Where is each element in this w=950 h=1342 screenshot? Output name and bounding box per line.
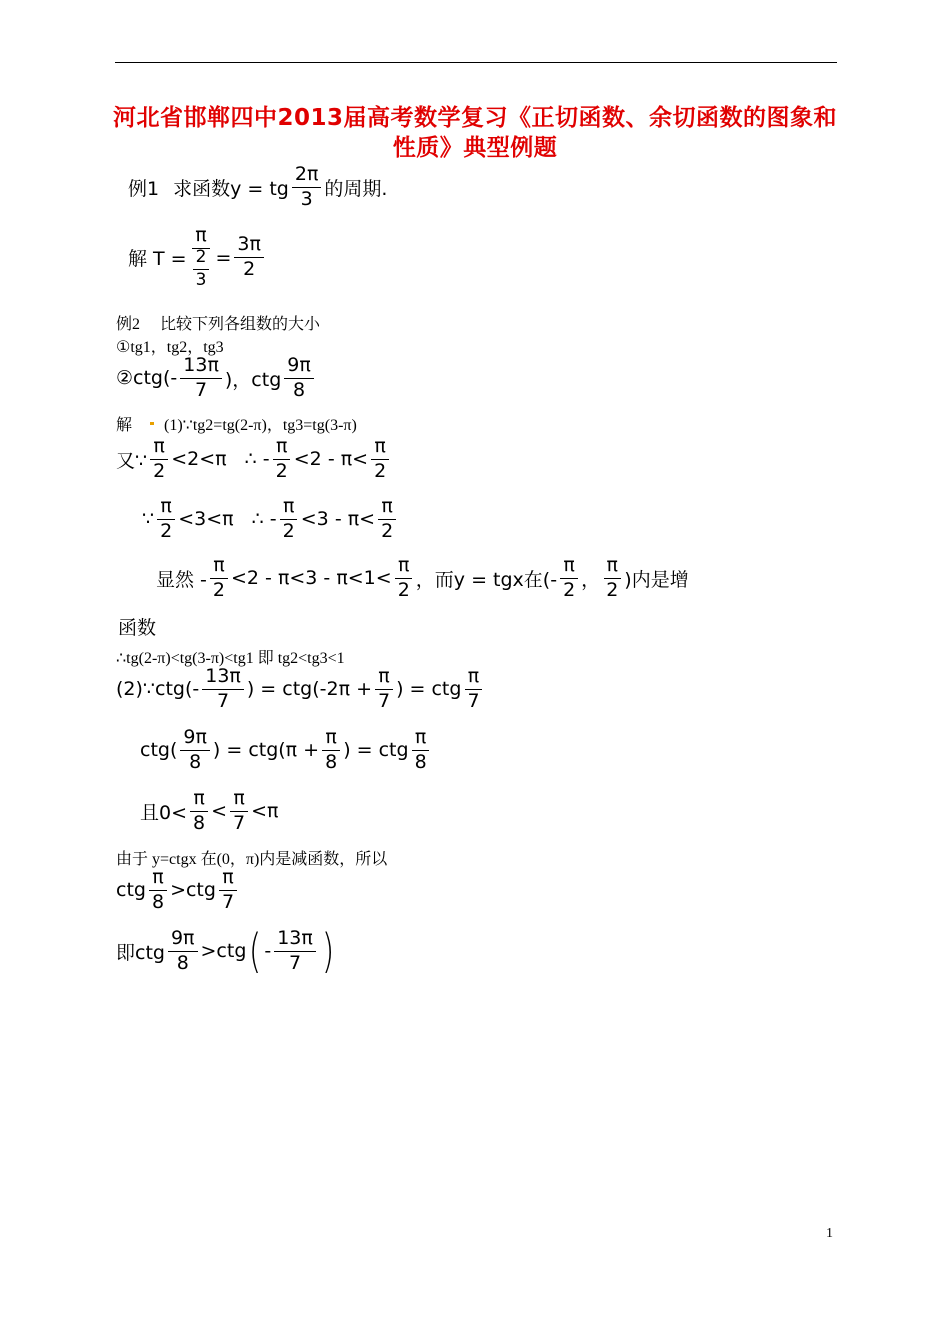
text-segment: < [211, 800, 228, 823]
text-segment: ，而y = tgx在(- [415, 568, 558, 591]
fraction-numerator: π [371, 437, 388, 460]
text-segment: ) = ctg [343, 739, 409, 762]
fraction-numerator: π [604, 556, 621, 579]
fraction [150, 437, 168, 482]
fraction-denominator: 7 [288, 951, 302, 974]
fraction-denominator: 8 [414, 750, 427, 773]
solution-2-label: 解 [116, 417, 133, 434]
text-segment: <2<π ∴ - [171, 448, 270, 471]
example-1-fraction [292, 165, 322, 210]
fraction-numerator: π [280, 497, 297, 520]
fraction-numerator: π [192, 226, 209, 249]
solution-2-line-1 [116, 412, 357, 435]
solution-2-line-11 [116, 868, 240, 913]
example-2-item-2 [116, 356, 317, 401]
solution-2-line-12 [116, 924, 337, 978]
fraction-denominator: 2 [160, 519, 173, 542]
text-segment: ) = ctg [396, 678, 462, 701]
fraction-numerator: π [230, 789, 247, 812]
fraction-numerator: π [322, 728, 339, 751]
example-2-heading [116, 311, 320, 334]
fraction [190, 789, 208, 834]
fraction [202, 667, 244, 712]
left-paren: ( [249, 924, 262, 978]
fraction [395, 556, 413, 601]
fraction-numerator: 13π [180, 356, 222, 379]
fraction-denominator: 2 [275, 459, 288, 482]
fraction-denominator: 7 [233, 811, 246, 834]
fraction-numerator: 9π [168, 929, 198, 952]
item-2-text-a: ②ctg(- [116, 367, 178, 390]
fraction-numerator: 2π [292, 165, 322, 188]
fraction-denominator: 2 [212, 578, 225, 601]
text-segment: (2)∵ctg(- [116, 678, 200, 701]
fraction-numerator: π [560, 556, 577, 579]
text-segment: 且0< [140, 801, 188, 824]
fraction-numerator: π [210, 556, 227, 579]
fraction-numerator: π [150, 437, 167, 460]
fraction-numerator: 9π [180, 728, 210, 751]
text-segment: 又∵ [116, 449, 148, 472]
header-rule [115, 62, 837, 63]
solution-1-text: 解 T = [128, 248, 187, 271]
fraction-denominator: 8 [176, 951, 189, 974]
page-number: 1 [826, 1226, 833, 1241]
item-2-fraction-1 [180, 356, 222, 401]
fraction [149, 868, 167, 913]
solution-2-line-8 [140, 728, 433, 773]
fraction-numerator: π [190, 789, 207, 812]
fraction-numerator: π [375, 667, 392, 690]
item-2-text-b: )，ctg [224, 368, 282, 391]
annotation-mark [150, 422, 154, 425]
fraction-numerator: π [378, 497, 395, 520]
solution-1 [128, 226, 267, 290]
text-segment: ctg [116, 879, 146, 902]
fraction-numerator: π [412, 728, 429, 751]
fraction [230, 789, 248, 834]
fraction-denominator: 8 [325, 750, 338, 773]
example-1-label: 例1 [128, 177, 160, 200]
fraction-denominator: 2 [153, 459, 166, 482]
inner-denominator: 3 [195, 269, 207, 290]
fraction-numerator: 9π [284, 356, 314, 379]
text-segment: <2 - π< [293, 448, 369, 471]
fraction-denominator: 2 [397, 578, 410, 601]
fraction-denominator: 2 [374, 459, 387, 482]
solution-2-line-4 [156, 556, 689, 601]
fraction-denominator: 8 [189, 750, 202, 773]
text-segment: 显然 - [156, 568, 207, 591]
fraction-denominator [190, 246, 213, 290]
fraction-numerator: π [395, 556, 412, 579]
text-segment: ∴tg(2-π)<tg(3-π)<tg1 即 tg2<tg3<1 [116, 650, 345, 667]
fraction-denominator: 2 [243, 258, 256, 281]
solution-2-line-3 [142, 497, 399, 542]
example-1 [128, 165, 387, 210]
example-2-text: 比较下列各组数的大小 [160, 316, 321, 333]
text-segment: ， [581, 568, 601, 591]
item-1-text: ①tg1，tg2，tg3 [116, 339, 224, 356]
fraction-numerator: π [465, 667, 482, 690]
fraction [322, 728, 340, 773]
fraction-numerator: 13π [202, 667, 244, 690]
text-segment: 即ctg [116, 941, 165, 964]
equals-sign: = [215, 246, 232, 269]
fraction-denominator: 7 [221, 890, 235, 913]
solution-1-complex-fraction [190, 226, 213, 290]
fraction-denominator: 3 [300, 187, 313, 210]
solution-2-line-2 [116, 437, 392, 482]
fraction-denominator: 8 [292, 378, 306, 401]
fraction-denominator: 7 [467, 689, 480, 712]
fraction-denominator: 8 [151, 890, 165, 913]
fraction-denominator: 2 [282, 519, 295, 542]
fraction [157, 497, 175, 542]
fraction [274, 926, 316, 974]
fraction [464, 667, 482, 712]
fraction [603, 556, 621, 601]
text-segment: <π [251, 800, 279, 823]
fraction-denominator: 8 [193, 811, 206, 834]
fraction-numerator: π [273, 437, 290, 460]
text-segment: <2 - π<3 - π<1< [231, 567, 392, 590]
fraction [371, 437, 389, 482]
solution-2-line-1-text: (1)∵tg2=tg(2-π)，tg3=tg(3-π) [164, 417, 357, 434]
text-segment: )内是增 [624, 568, 689, 591]
fraction-denominator: 7 [195, 378, 208, 401]
inner-numerator: 2 [193, 249, 210, 270]
item-2-fraction-2 [284, 356, 314, 401]
fraction-denominator: 7 [377, 689, 391, 712]
solution-2-line-7 [116, 667, 486, 712]
document-title: 河北省邯郸四中2013届高考数学复习《正切函数、余切函数的图象和性质》典型例题 [112, 105, 837, 161]
inner-fraction [193, 246, 210, 290]
text-segment: >ctg [200, 940, 247, 962]
text-segment: ctg( [140, 739, 178, 762]
example-2-label: 例2 [116, 316, 141, 333]
fraction-denominator: 2 [381, 519, 394, 542]
text-segment: - [264, 940, 272, 962]
solution-2-line-9 [140, 789, 278, 834]
fraction-numerator: π [157, 497, 174, 520]
text-segment: ) = ctg(π + [212, 739, 320, 762]
fraction [180, 728, 210, 773]
fraction [273, 437, 291, 482]
fraction-numerator: π [219, 868, 236, 891]
solution-1-result [234, 235, 264, 280]
text-segment: ∵ [142, 508, 155, 531]
fraction [375, 667, 393, 712]
text-segment: ) = ctg(-2π + [246, 678, 372, 701]
fraction-denominator: 7 [217, 689, 230, 712]
fraction [280, 497, 298, 542]
fraction [560, 556, 578, 601]
fraction-denominator: 2 [563, 578, 576, 601]
fraction [378, 497, 396, 542]
example-1-text-a: 求函数y = tg [173, 177, 289, 200]
fraction-numerator: π [149, 868, 166, 891]
fraction-denominator: 2 [606, 578, 619, 601]
fraction-numerator: 13π [274, 929, 316, 952]
text-segment: <3 - π< [300, 508, 376, 531]
fraction-numerator: 3π [234, 235, 264, 258]
right-paren: ) [321, 924, 335, 978]
example-1-text-b: 的周期. [324, 177, 388, 200]
text-segment: 由于 y=ctgx 在(0，π)内是减函数，所以 [116, 851, 388, 868]
fraction [219, 868, 237, 913]
text-segment: >ctg [170, 879, 216, 902]
text-segment: 函数 [118, 617, 157, 639]
solution-2-line-5 [118, 613, 156, 640]
fraction [168, 926, 198, 974]
fraction [412, 728, 430, 773]
fraction [210, 556, 228, 601]
text-segment: <3<π ∴ - [178, 508, 277, 531]
